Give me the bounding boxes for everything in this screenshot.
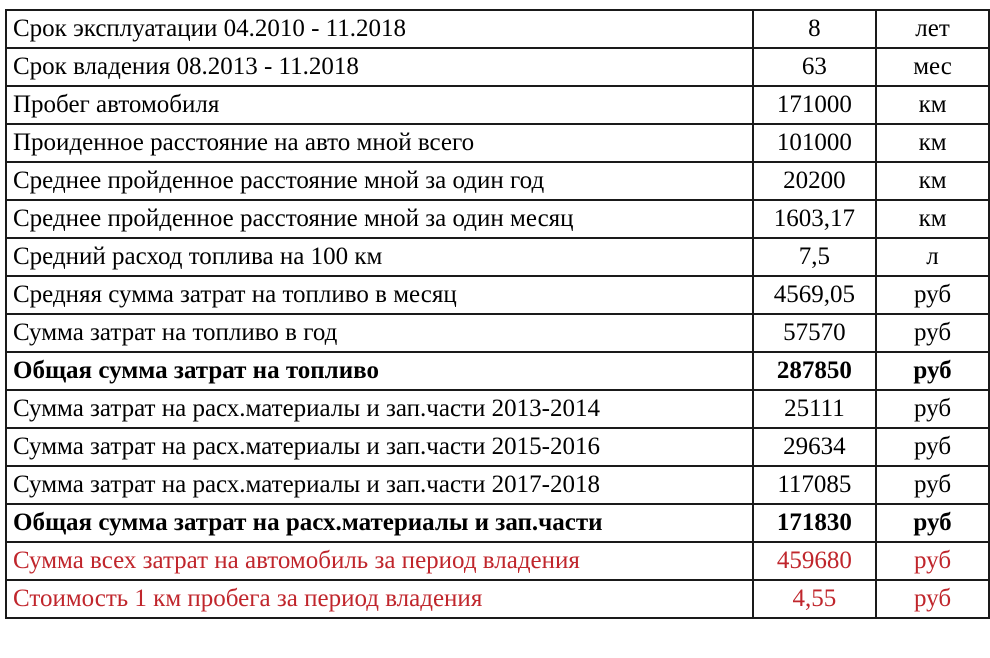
- row-value: 7,5: [753, 238, 876, 276]
- row-unit: руб: [876, 466, 989, 504]
- row-value: 25111: [753, 390, 876, 428]
- row-value: 29634: [753, 428, 876, 466]
- car-expenses-table: [5, 9, 990, 619]
- table-row: [6, 162, 989, 200]
- row-label: Сумма всех затрат на автомобиль за период владения: [6, 542, 753, 580]
- row-unit: км: [876, 200, 989, 238]
- table-row: [6, 428, 989, 466]
- row-unit: л: [876, 238, 989, 276]
- row-unit: руб: [876, 542, 989, 580]
- row-unit: лет: [876, 10, 989, 48]
- row-unit: руб: [876, 504, 989, 542]
- table-row: [6, 124, 989, 162]
- table-body: [6, 10, 989, 618]
- row-label: Стоимость 1 км пробега за период владения: [6, 580, 753, 618]
- row-label: Сумма затрат на топливо в год: [6, 314, 753, 352]
- row-value: 117085: [753, 466, 876, 504]
- row-label: Среднее пройденное расстояние мной за один месяц: [6, 200, 753, 238]
- table-row: [6, 276, 989, 314]
- row-unit: руб: [876, 390, 989, 428]
- row-unit: руб: [876, 580, 989, 618]
- row-unit: км: [876, 86, 989, 124]
- row-label: Общая сумма затрат на топливо: [6, 352, 753, 390]
- row-unit: руб: [876, 276, 989, 314]
- row-value: 4569,05: [753, 276, 876, 314]
- row-label: Средняя сумма затрат на топливо в месяц: [6, 276, 753, 314]
- row-unit: мес: [876, 48, 989, 86]
- row-value: 171830: [753, 504, 876, 542]
- table-row: [6, 238, 989, 276]
- row-unit: руб: [876, 428, 989, 466]
- row-value: 20200: [753, 162, 876, 200]
- table-row: [6, 48, 989, 86]
- row-label: Срок владения 08.2013 - 11.2018: [6, 48, 753, 86]
- row-value: 459680: [753, 542, 876, 580]
- table-row: [6, 314, 989, 352]
- row-value: 1603,17: [753, 200, 876, 238]
- row-unit: км: [876, 124, 989, 162]
- row-label: Пробег автомобиля: [6, 86, 753, 124]
- row-value: 101000: [753, 124, 876, 162]
- table-row-cost-per-km: [6, 580, 989, 618]
- row-value: 8: [753, 10, 876, 48]
- row-value: 287850: [753, 352, 876, 390]
- row-unit: руб: [876, 352, 989, 390]
- table-row: [6, 466, 989, 504]
- table-row-total-parts: [6, 504, 989, 542]
- row-label: Сумма затрат на расх.материалы и зап.части 2017-2018: [6, 466, 753, 504]
- row-label: Средний расход топлива на 100 км: [6, 238, 753, 276]
- row-value: 4,55: [753, 580, 876, 618]
- row-value: 63: [753, 48, 876, 86]
- row-label: Сумма затрат на расх.материалы и зап.части 2013-2014: [6, 390, 753, 428]
- row-value: 57570: [753, 314, 876, 352]
- table-row: [6, 86, 989, 124]
- table-row-total-all: [6, 542, 989, 580]
- table-row-total-fuel: [6, 352, 989, 390]
- row-label: Сумма затрат на расх.материалы и зап.части 2015-2016: [6, 428, 753, 466]
- row-label: Среднее пройденное расстояние мной за один год: [6, 162, 753, 200]
- row-unit: руб: [876, 314, 989, 352]
- row-unit: км: [876, 162, 989, 200]
- table-row: [6, 390, 989, 428]
- row-label: Срок эксплуатации 04.2010 - 11.2018: [6, 10, 753, 48]
- row-label: Общая сумма затрат на расх.материалы и зап.части: [6, 504, 753, 542]
- row-label: Проиденное расстояние на авто мной всего: [6, 124, 753, 162]
- table-row: [6, 200, 989, 238]
- row-value: 171000: [753, 86, 876, 124]
- table-row: [6, 10, 989, 48]
